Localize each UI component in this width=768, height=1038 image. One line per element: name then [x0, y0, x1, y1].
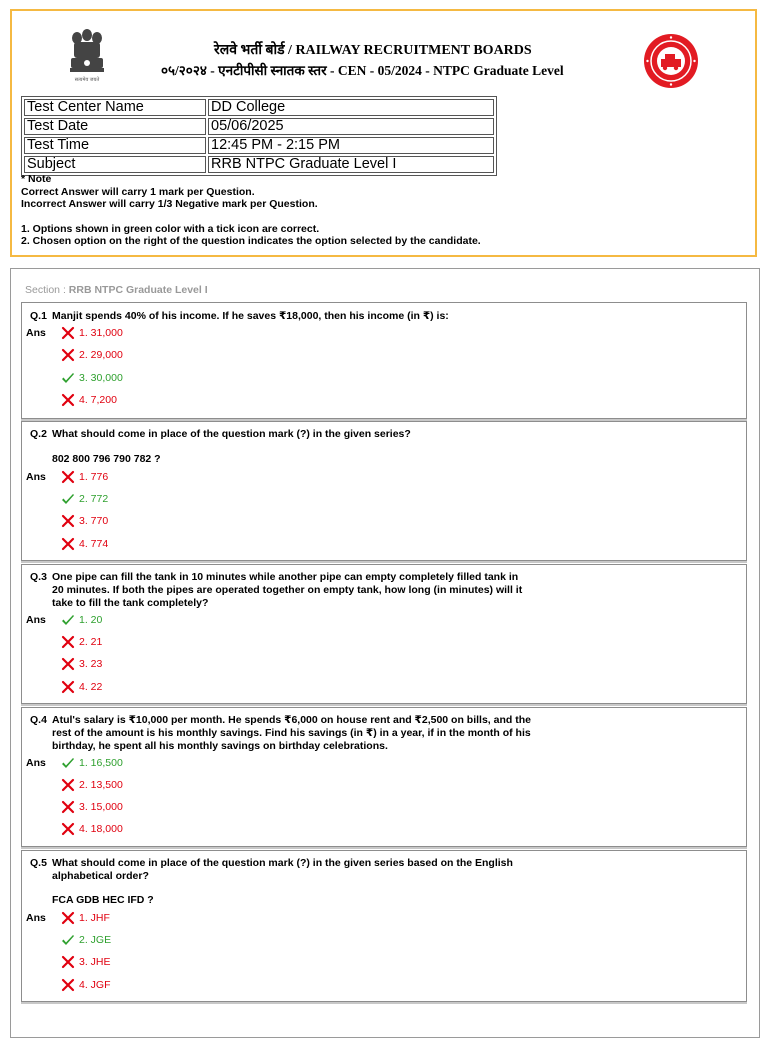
question-number: Q.3	[30, 571, 47, 583]
check-icon	[61, 933, 75, 947]
emblem-caption: सत्यमेव जयते	[74, 77, 100, 83]
notes-block	[21, 173, 481, 248]
ans-label: Ans	[26, 327, 46, 339]
info-label: Test Center Name	[24, 99, 206, 116]
check-icon	[61, 756, 75, 770]
cross-icon	[61, 657, 75, 671]
cross-icon	[61, 514, 75, 528]
answer-option: 2. 13,500	[61, 778, 123, 792]
ans-label: Ans	[26, 614, 46, 626]
cross-icon	[61, 537, 75, 551]
ans-label: Ans	[26, 471, 46, 483]
question-body: What should come in place of the question mark (?) in the given series?	[52, 428, 411, 440]
info-row	[24, 118, 494, 135]
info-row	[24, 99, 494, 116]
note-point-1: 1. Options shown in green color with a tick icon are correct.	[21, 222, 320, 235]
question-series: FCA GDB HEC IFD ?	[52, 894, 154, 906]
answer-option: 2. 772	[61, 492, 108, 506]
ans-label: Ans	[26, 757, 46, 769]
answer-option: 3. 15,000	[61, 800, 123, 814]
answer-option: 4. 7,200	[61, 393, 117, 407]
answer-option: 2. JGE	[61, 933, 111, 947]
note-correct: Correct Answer will carry 1 mark per Question.	[21, 185, 255, 198]
info-value: 05/06/2025	[208, 118, 494, 135]
question-body: What should come in place of the question mark (?) in the given series based on the English alphabetical order?	[52, 857, 513, 882]
answer-option: 1. 16,500	[61, 756, 123, 770]
cross-icon	[61, 348, 75, 362]
question-number: Q.1	[30, 310, 47, 322]
answer-option: 4. 774	[61, 537, 108, 551]
cross-icon	[61, 635, 75, 649]
cross-icon	[61, 955, 75, 969]
test-info-table	[21, 96, 497, 176]
cross-icon	[61, 800, 75, 814]
answer-option: 4. JGF	[61, 978, 111, 992]
cross-icon	[61, 680, 75, 694]
answer-option: 3. 770	[61, 514, 108, 528]
cross-icon	[61, 326, 75, 340]
info-value: DD College	[208, 99, 494, 116]
question-body: One pipe can fill the tank in 10 minutes while another pipe can empty completely filled tank in 20 minutes. If both the pipes are operated together on empty tank, how long (in minutes) will it take to fill the tank completely?	[52, 571, 523, 609]
answer-option: 4. 22	[61, 680, 102, 694]
info-value: 12:45 PM - 2:15 PM	[208, 137, 494, 154]
check-icon	[61, 492, 75, 506]
question-body: Atul's salary is ₹10,000 per month. He spends ₹6,000 on house rent and ₹2,500 on bills, and the rest of the amount is his monthly savings. Find his savings (in ₹) in a year, if in the month of his birthday, he spent all his monthly savings on birthday celebrations.	[52, 714, 531, 752]
note-point-2: 2. Chosen option on the right of the question indicates the option selected by the candidate.	[21, 235, 481, 247]
answer-option: 3. 30,000	[61, 371, 123, 385]
answer-option: 1. JHF	[61, 911, 110, 925]
question-number: Q.5	[30, 857, 47, 869]
cross-icon	[61, 911, 75, 925]
cross-icon	[61, 393, 75, 407]
question-number: Q.4	[30, 714, 47, 726]
answer-option: 3. 23	[61, 657, 102, 671]
note-title: * Note	[21, 173, 52, 185]
answer-option: 1. 31,000	[61, 326, 123, 340]
ans-label: Ans	[26, 912, 46, 924]
header-title: रेलवे भर्ती बोर्ड / RAILWAY RECRUITMENT BOARDS	[214, 43, 532, 58]
answer-option: 2. 21	[61, 635, 102, 649]
question-body: Manjit spends 40% of his income. If he saves ₹18,000, then his income (in ₹) is:	[52, 310, 449, 322]
answer-option: 1. 20	[61, 613, 102, 627]
info-row	[24, 156, 494, 173]
note-incorrect: Incorrect Answer will carry 1/3 Negative mark per Question.	[21, 198, 318, 210]
check-icon	[61, 371, 75, 385]
cross-icon	[61, 778, 75, 792]
info-row	[24, 137, 494, 154]
national-emblem-icon	[68, 28, 106, 84]
cross-icon	[61, 978, 75, 992]
cross-icon	[61, 470, 75, 484]
info-value: RRB NTPC Graduate Level I	[208, 156, 494, 173]
question-card	[21, 421, 747, 561]
info-label: Test Date	[24, 118, 206, 135]
answer-option: 4. 18,000	[61, 822, 123, 836]
question-series: 802 800 796 790 782 ?	[52, 453, 161, 465]
info-label: Subject	[24, 156, 206, 173]
answer-option: 2. 29,000	[61, 348, 123, 362]
info-label: Test Time	[24, 137, 206, 154]
header-subtitle: ०५/२०२४ - एनटीपीसी स्नातक स्तर - CEN - 05/2024 - NTPC Graduate Level	[161, 63, 564, 78]
section-label: Section : RRB NTPC Graduate Level I	[25, 284, 208, 296]
answer-option: 1. 776	[61, 470, 108, 484]
section-name: RRB NTPC Graduate Level I	[68, 284, 208, 296]
check-icon	[61, 613, 75, 627]
indian-railways-logo-icon	[643, 33, 699, 89]
question-number: Q.2	[30, 428, 47, 440]
cross-icon	[61, 822, 75, 836]
answer-option: 3. JHE	[61, 955, 111, 969]
